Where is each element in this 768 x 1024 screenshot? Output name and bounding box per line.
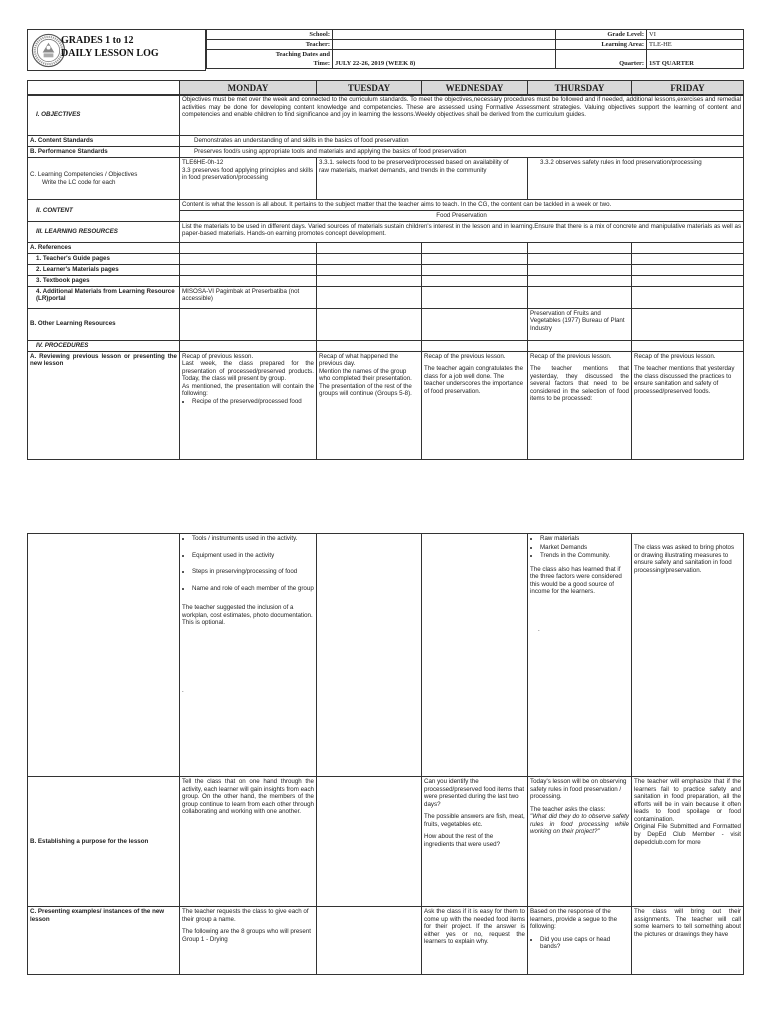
procedure-a-monday-p2: Last week, the class prepared for the presentation of processed/preserved products. Today, the class will present by group. [182, 360, 314, 383]
cell [180, 340, 317, 351]
content-note: Content is what the lesson is all about. It pertains to the subject matter that the teacher aims to teach. In the CG, the content can be tackled in a week or two. [180, 200, 744, 211]
day-wednesday: WEDNESDAY [422, 81, 528, 96]
procedure-a-thursday-p1: Recap of the previous lesson. [530, 352, 612, 360]
cell [180, 308, 317, 340]
title-daily-lesson-log: DAILY LESSON LOG [61, 48, 159, 59]
cell [422, 534, 528, 777]
cell [317, 534, 422, 777]
cell [528, 340, 632, 351]
cell [317, 340, 422, 351]
procedure-a-monday-dot: . [182, 686, 184, 694]
lesson-log-table-page2 [27, 533, 744, 975]
procedure-a-friday-p2: The teacher mentions that yesterday the class discussed the practices to ensure sanitation and safety of processed/preserved foods. [634, 365, 735, 395]
cell [317, 308, 422, 340]
procedure-a-friday-p1: Recap of the previous lesson. [634, 352, 716, 360]
procedure-a-monday [180, 351, 317, 459]
school-value [333, 30, 556, 40]
cell [317, 253, 422, 264]
competency-monday [180, 158, 317, 200]
cell [422, 308, 528, 340]
learning-resources-label: III. LEARNING RESOURCES [28, 221, 180, 242]
cell [317, 275, 422, 286]
list-item: • Trends in the Community. [540, 552, 629, 560]
competency-monday-text: 3.3 preserves food applying principles and skills in food preservation/processing [182, 166, 314, 182]
list-item: • Raw materials [540, 535, 629, 543]
learning-area-label: Learning Area: [556, 40, 647, 50]
procedure-b-monday: Tell the class that on one hand through the activity, each learner will gain insights from each group. On the other hand, the members of the group continue to learn from each other through collaborating and working with one another. [180, 777, 317, 907]
procedure-a-wednesday [422, 351, 528, 459]
procedure-c-monday-p2: The following are the 8 groups who will present [182, 928, 311, 936]
competency-thursday: 3.3.2 observes safety rules in food preservation/processing [528, 158, 744, 200]
cell [632, 308, 744, 340]
procedure-a-friday [632, 351, 744, 459]
procedures-label: IV. PROCEDURES [28, 340, 180, 351]
procedure-a-monday-cont [180, 534, 317, 777]
procedure-b-friday-text: The teacher will emphasize that if the learners fail to practice safety and sanitation in food preparation, all the efforts will be in vain because it often leads to food spoilage or food contamination. [634, 778, 741, 823]
procedure-b-label: B. Establishing a purpose for the lesson [28, 777, 180, 907]
competency-tuesday: 3.3.1. selects food to be preserved/processed based on availability of raw materials, market demands, and trends in the community [317, 158, 528, 200]
learners-materials-label: 2. Learner's Materials pages [28, 264, 180, 275]
list-item: • Market Demands [540, 544, 629, 552]
procedure-c-friday: The class will bring out their assignments. The teacher will call some learners to tell something about the pictures or drawings they have [632, 907, 744, 975]
procedure-c-thursday [528, 907, 632, 975]
procedure-b-friday [632, 777, 744, 907]
list-item: • Did you use caps or head bands? [540, 936, 629, 951]
procedure-a-tuesday-p3: The presentation of the rest of the groups will continue (Groups 5-8). [319, 382, 412, 398]
procedure-b-wednesday-p1: Can you identify the processed/preserved food items that were presented during the last two days? [424, 778, 525, 808]
procedure-a-monday-list-cont [182, 535, 314, 592]
competencies-label-line2: Write the LC code for each [42, 178, 116, 186]
cell [422, 264, 528, 275]
teaching-dates-value: JULY 22-26, 2019 (WEEK 8) [333, 50, 556, 69]
teachers-guide-label: 1. Teacher's Guide pages [28, 253, 180, 264]
teaching-dates-label-line2: Time: [313, 60, 330, 67]
competencies-label-line1: C. Learning Competencies / Objectives [30, 170, 138, 178]
cell [317, 907, 422, 975]
competency-code: TLE6HE-0h-12 [182, 159, 224, 166]
content-topic: Food Preservation [180, 211, 744, 222]
cell [180, 264, 317, 275]
cell [632, 275, 744, 286]
content-standards-label: A. Content Standards [28, 136, 180, 147]
procedure-c-monday-p1: The teacher requests the class to give each of their group a name. [182, 908, 309, 923]
cell [422, 242, 528, 253]
procedure-a-thursday-dot: . [538, 625, 540, 633]
list-item: • Tools / instruments used in the activity. [192, 535, 314, 543]
learning-area-value: TLE-HE [647, 40, 744, 50]
other-resources-label: B. Other Learning Resources [28, 308, 180, 340]
procedure-c-monday-p3: Group 1 - Drying [182, 935, 228, 943]
performance-standards-text: Preserves food/s using appropriate tools and materials and applying the basics of food preservation [180, 147, 744, 158]
procedure-b-wednesday-p3: How about the rest of the ingredients that were used? [424, 833, 501, 848]
objectives-label: I. OBJECTIVES [28, 95, 180, 136]
procedure-a-thursday-p2: The teacher mentions that yesterday, they discussed the several factors that need to be considered in the selection of food items to be processed: [530, 365, 629, 403]
procedure-a-tuesday-p1: Recap of what happened the previous day. [319, 352, 399, 368]
title-grades: GRADES 1 to 12 [61, 35, 134, 46]
cell [317, 264, 422, 275]
cell [632, 264, 744, 275]
textbook-label: 3. Textbook pages [28, 275, 180, 286]
references-label: A. References [28, 242, 180, 253]
lesson-log-table-page1 [27, 94, 744, 460]
day-thursday: THURSDAY [528, 81, 632, 96]
cell [317, 242, 422, 253]
content-label: II. CONTENT [28, 200, 180, 222]
lr-portal-label: 4. Additional Materials from Learning Resource (LR)portal [28, 286, 180, 308]
procedure-a-monday-p1: Recap of previous lesson. [182, 352, 254, 360]
day-monday: MONDAY [180, 81, 317, 96]
procedure-c-label: C. Presenting examples/ instances of the new lesson [28, 907, 180, 975]
cell [422, 253, 528, 264]
performance-standards-label: B. Performance Standards [28, 147, 180, 158]
procedure-c-thursday-list [530, 936, 629, 951]
procedure-a-wednesday-p2: The teacher again congratulates the class for a job well done. The teacher underscores the importance of food preservation. [424, 365, 524, 395]
procedure-a-thursday [528, 351, 632, 459]
competencies-label [28, 158, 180, 200]
procedure-b-friday-credit: Original File Submitted and Formatted by DepEd Club Member - visit depedclub.com for more [634, 823, 741, 846]
cell [28, 534, 180, 777]
procedure-a-monday-p3: As mentioned, the presentation will contain the following: [182, 382, 314, 398]
cell [528, 275, 632, 286]
content-standards-text: Demonstrates an understanding of and skills in the basics of food preservation [180, 136, 744, 147]
procedure-a-tuesday [317, 351, 422, 459]
cell [528, 253, 632, 264]
list-item: • Steps in preserving/processing of food [192, 568, 314, 576]
quarter-label: Quarter: [556, 50, 647, 69]
procedure-b-thursday-question: "What did they do to observe safety rules in food processing while working on their project?" [530, 813, 629, 836]
cell [632, 242, 744, 253]
procedure-b-thursday [528, 777, 632, 907]
procedure-a-wednesday-p1: Recap of the previous lesson. [424, 352, 506, 360]
procedure-a-tuesday-p2: Mention the names of the group who completed their presentation. [319, 367, 412, 383]
cell [422, 340, 528, 351]
title-box [27, 29, 206, 71]
day-friday: FRIDAY [632, 81, 744, 96]
cell [528, 264, 632, 275]
procedure-a-thursday-cont [528, 534, 632, 777]
teacher-label: Teacher: [207, 40, 333, 50]
cell [180, 275, 317, 286]
procedure-a-thursday-note: The class also has learned that if the three factors were considered this would be a good source of income for the learners. [530, 565, 622, 596]
procedure-c-wednesday: Ask the class if it is easy for them to come up with the needed food items for their project. If the answer is either yes or no, request the learners to explain why. [422, 907, 528, 975]
cell [317, 286, 422, 308]
procedure-c-thursday-p1: Based on the response of the learners, provide a segue to the following: [530, 908, 618, 931]
objectives-text: Objectives must be met over the week and connected to the curriculum standards. To meet the objectives,necessary procedures must be followed and if needed, additional lessons,exercises and remedial activities may be done for developing content knowledge and competencies. These are assessed using Formative Assessment strategies. Valuing objectives support the learning of content and competencies and enable children to find significance and joy in learning the lessons.Weekly objectives shall be derived from the curriculum guides. [180, 95, 744, 136]
teaching-dates-label-line1: Teaching Dates and [275, 51, 330, 58]
cell [632, 286, 744, 308]
list-item: • Recipe of the preserved/processed food [192, 398, 314, 406]
procedure-a-monday-note: The teacher suggested the inclusion of a workplan, cost estimates, photo documentation. This is optional. [182, 604, 313, 627]
teaching-dates-label [207, 50, 333, 69]
quarter-value: 1ST QUARTER [647, 50, 744, 69]
school-label: School: [207, 30, 333, 40]
procedure-b-thursday-p2: The teacher asks the class: [530, 805, 606, 813]
cell [422, 286, 528, 308]
cell [528, 242, 632, 253]
learning-resources-note: List the materials to be used in different days. Varied sources of materials sustain children's interest in the lesson and in learning.Ensure that there is a mix of concrete and manipulative materials as well as paper-based materials. Hands-on earning promotes concept development. [180, 221, 744, 242]
procedure-b-wednesday [422, 777, 528, 907]
teacher-value [333, 40, 556, 50]
list-item: • Name and role of each member of the group [192, 585, 314, 593]
lr-portal-monday: MISOSA-VI Pagimbak at Preserbatiba (not accessible) [180, 286, 317, 308]
grade-level-label: Grade Level: [556, 30, 647, 40]
list-item: • Equipment used in the activity [192, 552, 314, 560]
cell [180, 253, 317, 264]
procedure-a-thursday-list [530, 535, 629, 560]
day-tuesday: TUESDAY [317, 81, 422, 96]
cell [180, 242, 317, 253]
grade-level-value: VI [647, 30, 744, 40]
cell [632, 253, 744, 264]
other-resources-thursday: Preservation of Fruits and Vegetables (1977) Bureau of Plant Industry [528, 308, 632, 340]
procedure-a-monday-list [182, 398, 314, 406]
procedure-b-wednesday-p2: The possible answers are fish, meat, fruits, vegetables etc. [424, 813, 525, 828]
header-info-table [206, 29, 744, 69]
cell [317, 777, 422, 907]
cell [528, 286, 632, 308]
cell [632, 340, 744, 351]
procedure-c-monday [180, 907, 317, 975]
cell [422, 275, 528, 286]
procedure-a-label: A. Reviewing previous lesson or presenting the new lesson [28, 351, 180, 459]
procedure-a-friday-cont: The class was asked to bring photos or drawing illustrating measures to ensure safety and sanitation in food processing/preservation. [632, 534, 744, 777]
procedure-b-thursday-p1: Today's lesson will be on observing safety rules in food preservation / processing. [530, 778, 627, 801]
